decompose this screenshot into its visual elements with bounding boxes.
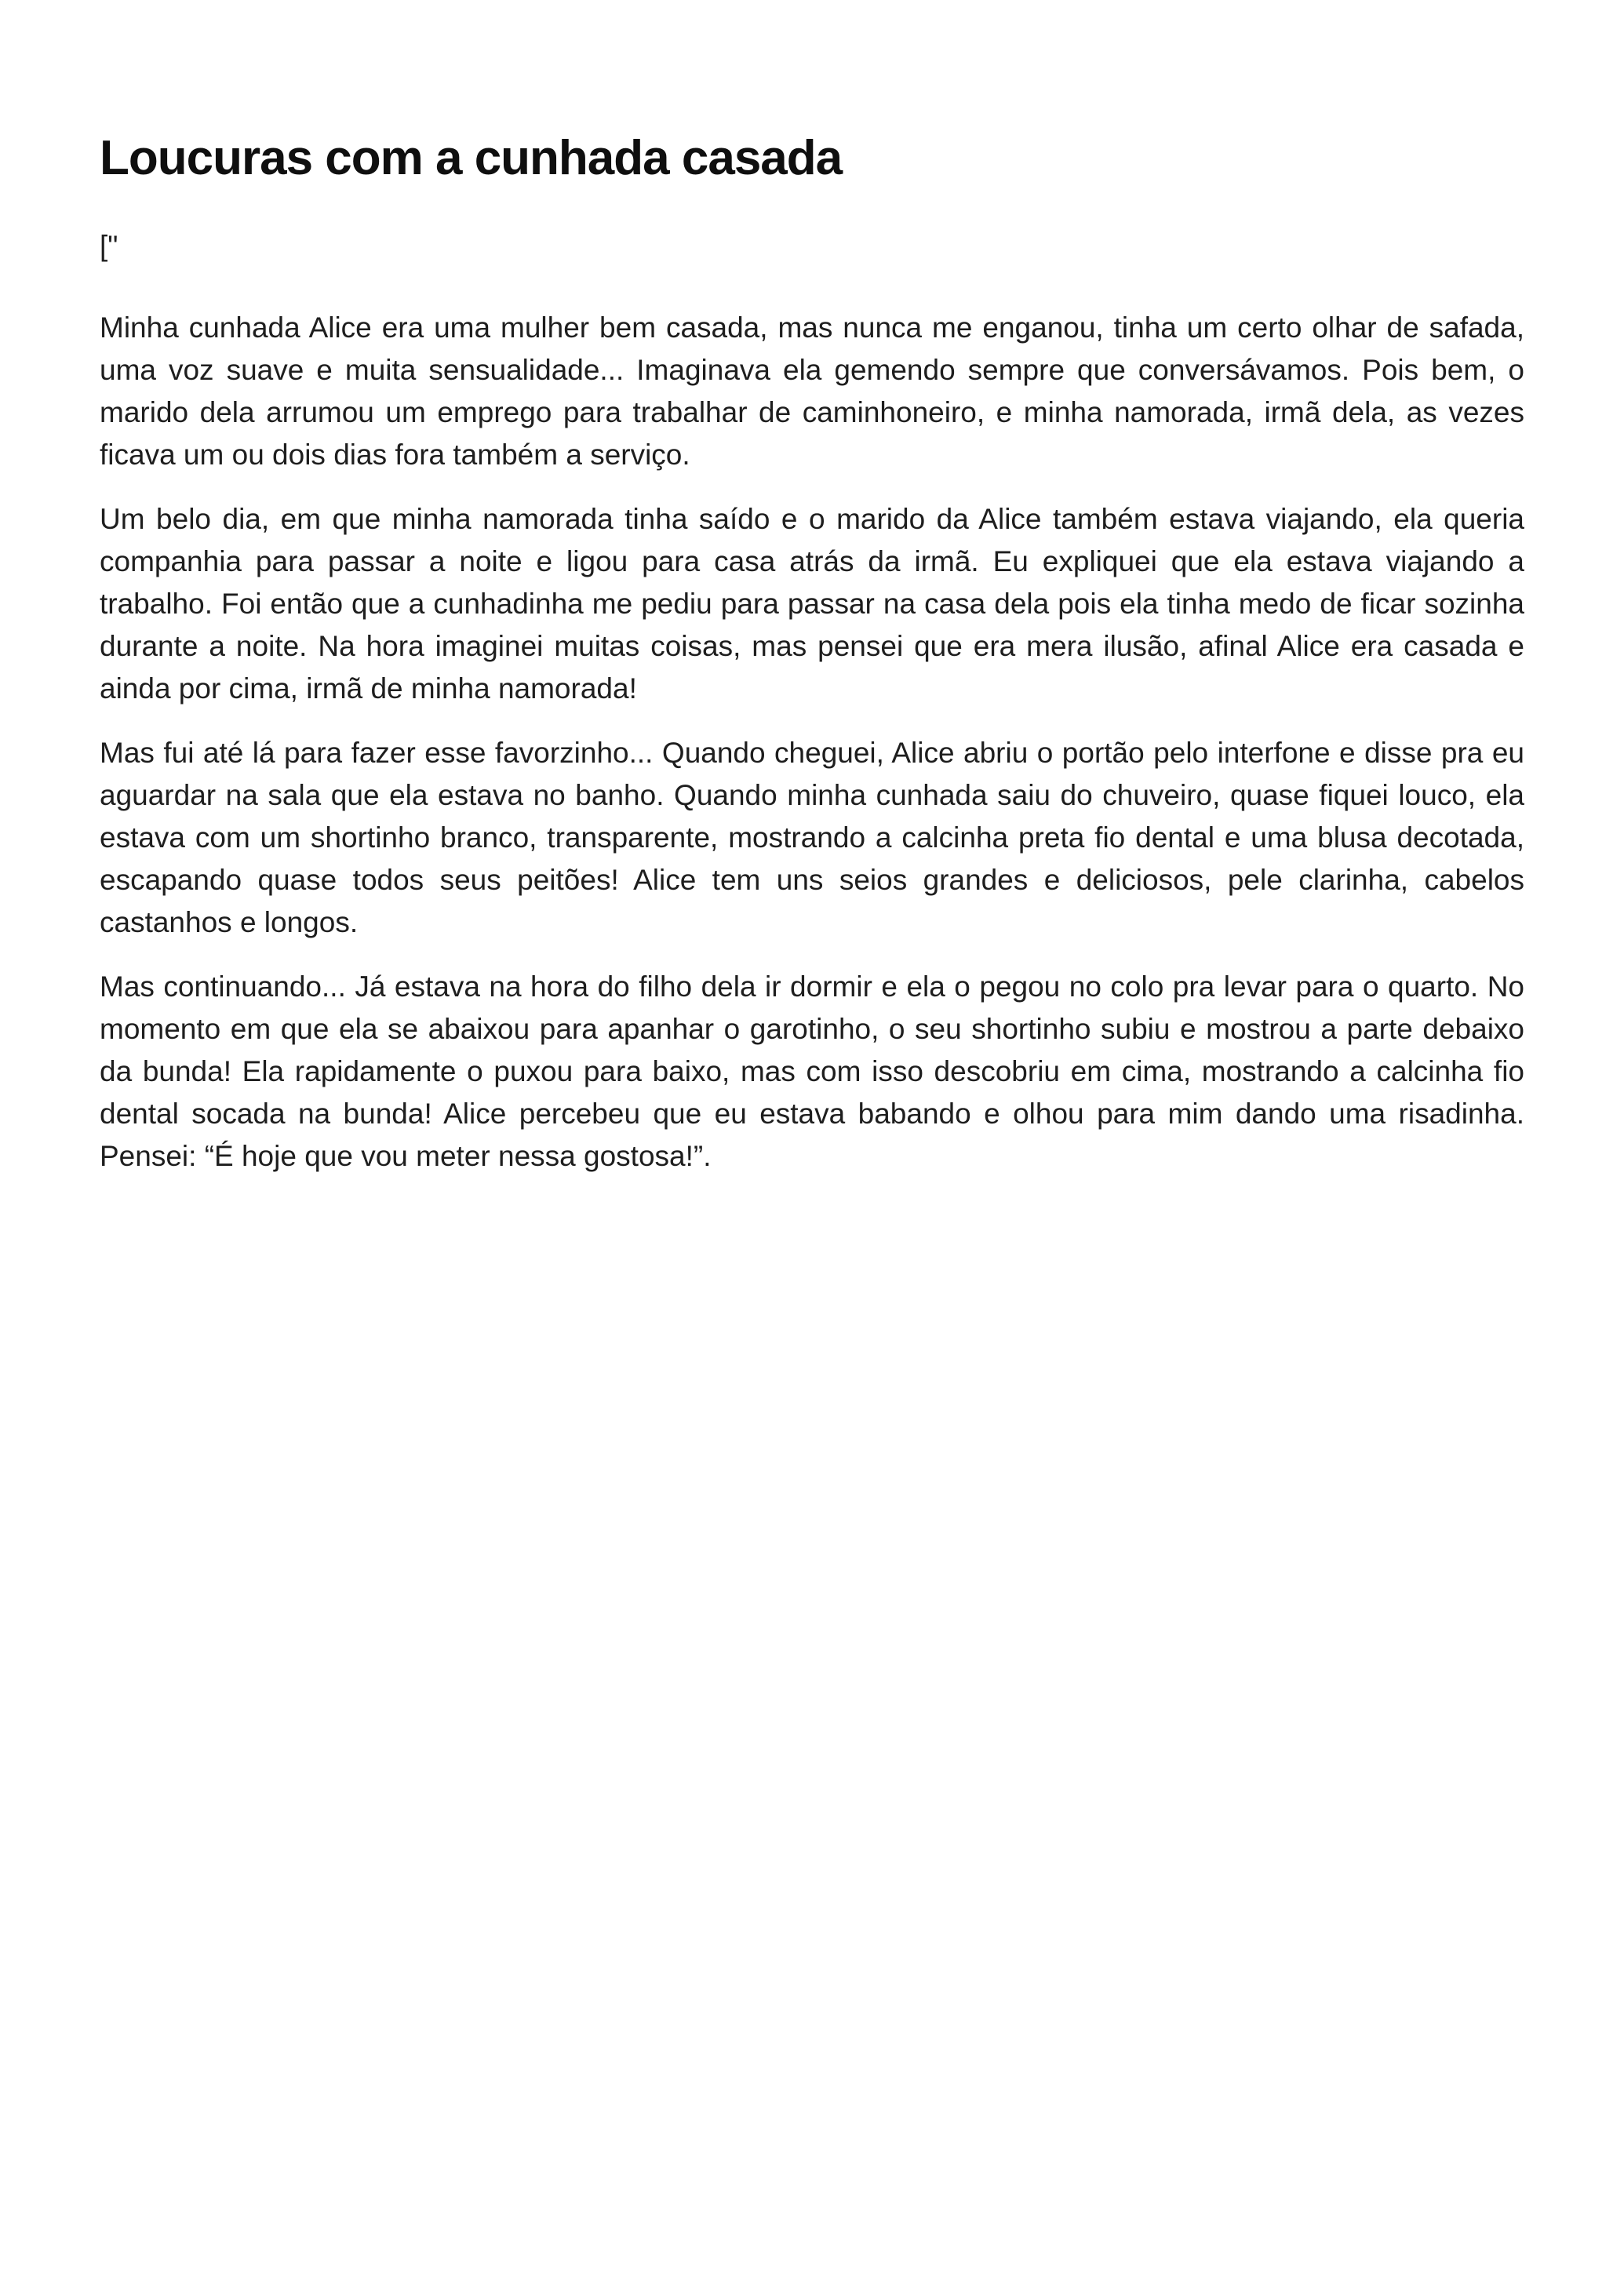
json-bracket-marker: [" (100, 230, 118, 263)
story-paragraph-4: Mas continuando... Já estava na hora do filho dela ir dormir e ela o pegou no colo pra levar para o quarto. No momento em que ela se abaixou para apanhar o garotinho, o seu shortinho subiu e mostrou a parte debaixo da bunda! Ela rapidamente o puxou para baixo, mas com isso descobriu em cima, mostrando a calcinha fio dental socada na bunda! Alice percebeu que eu estava babando e olhou para mim dando uma risadinha. Pensei: “É hoje que vou meter nessa gostosa!”. (100, 970, 1524, 1173)
page-title: Loucuras com a cunhada casada (100, 131, 843, 185)
story-paragraph-2: Um belo dia, em que minha namorada tinha saído e o marido da Alice também estava viajando, ela queria companhia para passar a noite e ligou para casa atrás da irmã. Eu expliquei que ela estava viajando a trabalho. Foi então que a cunhadinha me pediu para passar na casa dela pois ela tinha medo de ficar sozinha durante a noite. Na hora imaginei muitas coisas, mas pensei que era mera ilusão, afinal Alice era casada e ainda por cima, irmã de minha namorada! (100, 503, 1524, 705)
story-paragraph-3: Mas fui até lá para fazer esse favorzinho... Quando cheguei, Alice abriu o portão pelo interfone e disse pra eu aguardar na sala que ela estava no banho. Quando minha cunhada saiu do chuveiro, quase fiquei louco, ela estava com um shortinho branco, transparente, mostrando a calcinha preta fio dental e uma blusa decotada, escapando quase todos seus peitões! Alice tem uns seios grandes e deliciosos, pele clarinha, cabelos castanhos e longos. (100, 737, 1524, 939)
story-paragraph-1: Minha cunhada Alice era uma mulher bem casada, mas nunca me enganou, tinha um certo olhar de safada, uma voz suave e muita sensualidade... Imaginava ela gemendo sempre que conversávamos. Pois bem, o marido dela arrumou um emprego para trabalhar de caminhoneiro, e minha namorada, irmã dela, as vezes ficava um ou dois dias fora também a serviço. (100, 311, 1524, 472)
